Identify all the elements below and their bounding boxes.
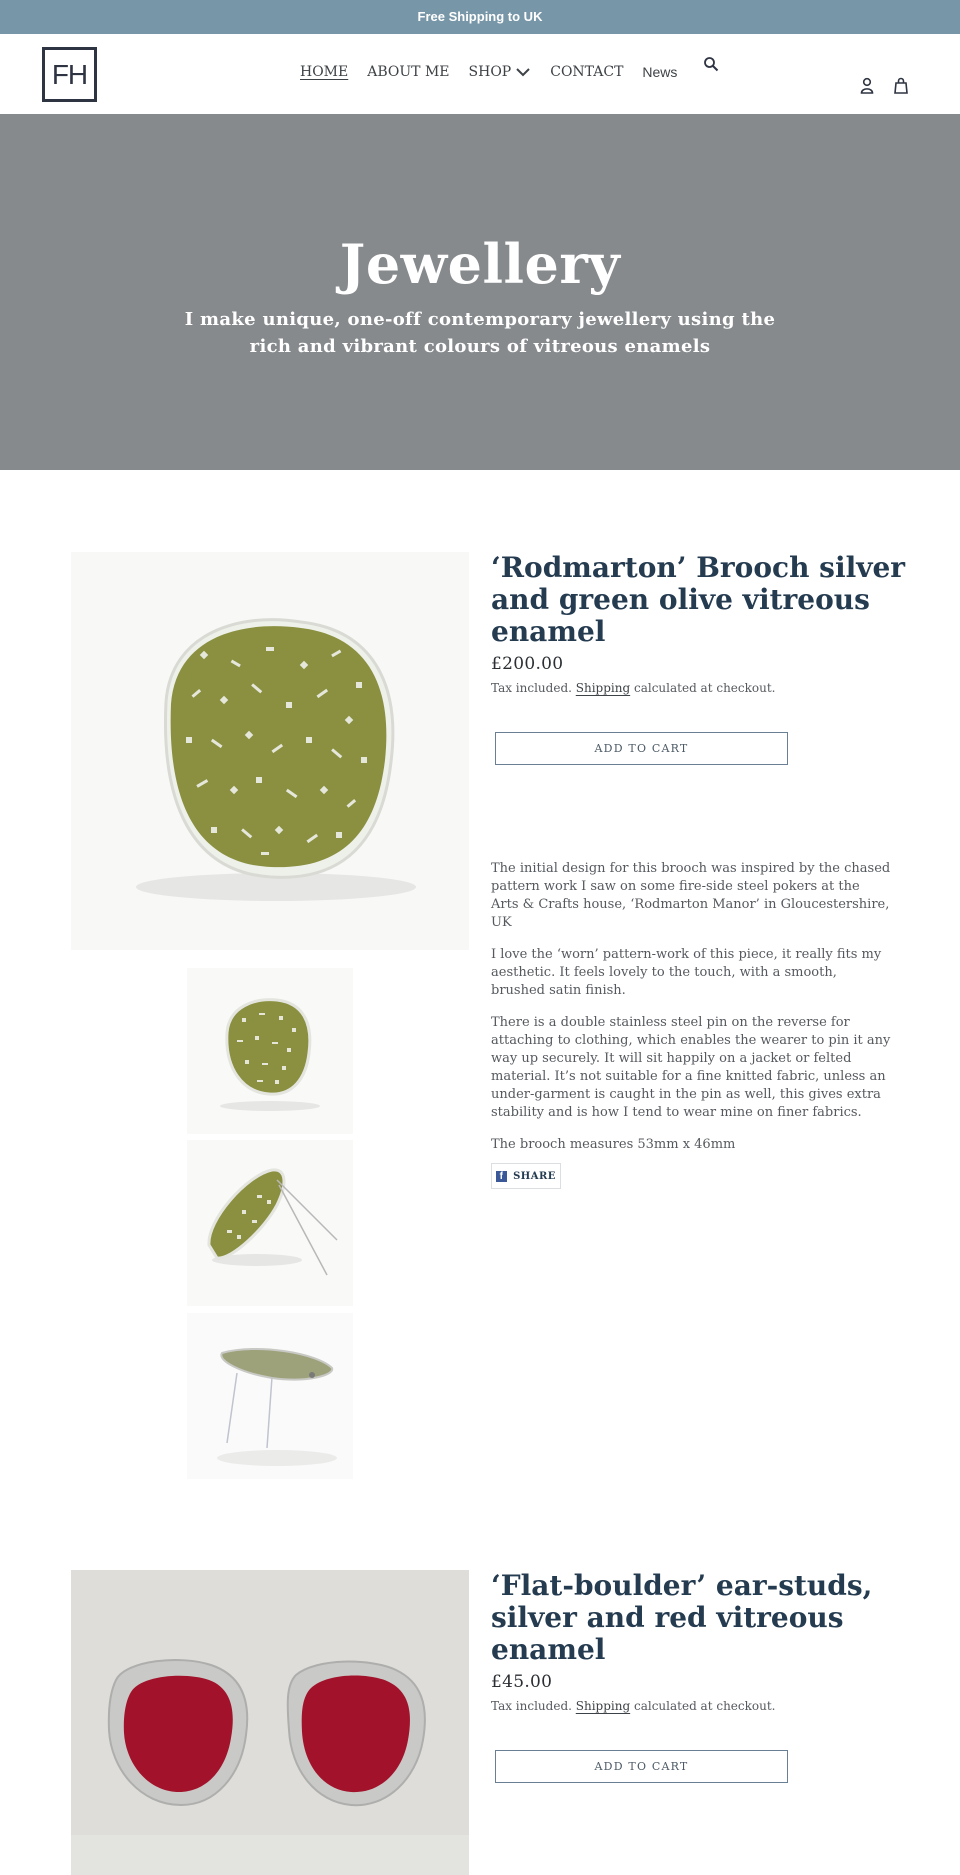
product-main-image[interactable] [71,552,469,950]
product-section-flat-boulder [0,1488,960,1875]
facebook-icon: f [496,1171,507,1182]
nav-about[interactable]: ABOUT ME [367,64,450,80]
chevron-down-icon [515,64,531,80]
collection-description: I make unique, one-off contemporary jewellery using the rich and vibrant colours of vitreous enamels [184,309,776,357]
product-thumbnail-3[interactable] [187,1313,353,1479]
add-to-cart-button[interactable]: ADD TO CART [495,1750,788,1783]
tax-note [491,1699,775,1713]
product-price: £45.00 [491,1672,553,1692]
nav-shop-label: SHOP [468,64,512,80]
collection-title: Jewellery [339,232,621,296]
add-to-cart-button[interactable]: ADD TO CART [495,732,788,765]
nav-contact[interactable]: CONTACT [550,64,624,80]
tax-note-prefix: Tax included. [491,681,576,695]
product-thumbnail-2[interactable] [187,1140,353,1306]
logo-text: FH [51,58,88,90]
shipping-link[interactable]: Shipping [575,1699,631,1713]
site-logo[interactable] [42,47,97,102]
tax-note-prefix: Tax included. [491,1699,576,1713]
cart-icon[interactable] [893,77,909,95]
product-title: ‘Rodmarton’ Brooch silver and green olive vitreous enamel [491,551,906,648]
product-title: ‘Flat-boulder’ ear-studs, silver and red vitreous enamel [491,1569,873,1666]
search-icon[interactable] [703,56,719,72]
account-icon[interactable] [859,77,875,95]
shipping-link[interactable]: Shipping [575,681,631,695]
site-header [0,34,960,114]
tax-note-suffix: calculated at checkout. [630,681,776,695]
product-price: £200.00 [491,654,564,674]
product-main-image[interactable] [71,1570,469,1875]
description-paragraph: There is a double stainless steel pin on the reverse for attaching to clothing, which enables the wearer to pin it any way up securely. It will sit happily on a jacket or felted material. It’s not suitable for a fine knitted fabric, unless an under-garment is caught in the pin as well, this gives extra stability and is how I tend to wear mine on finer fabrics. [491,1015,891,1120]
description-paragraph: The brooch measures 53mm x 46mm [491,1137,736,1152]
announcement-text: Free Shipping to UK [417,9,543,24]
description-paragraph: The initial design for this brooch was inspired by the chased pattern work I saw on some fire-side steel pokers at the Arts & Crafts house, ‘Rodmarton Manor’ in Gloucestershire, UK [491,861,891,930]
description-paragraph: I love the ‘worn’ pattern-work of this piece, it really fits my aesthetic. It feels lovely to the touch, with a smooth, brushed satin finish. [491,947,882,998]
product-thumbnail-1[interactable] [187,968,353,1134]
announcement-bar [0,0,960,34]
product-section-rodmarton [0,470,960,1470]
product-description [491,860,891,1168]
tax-note [491,681,775,695]
main-nav [300,64,696,80]
share-label: SHARE [513,1170,556,1182]
nav-home[interactable]: HOME [300,64,349,80]
share-facebook-button[interactable] [491,1163,561,1189]
nav-news[interactable]: News [642,64,678,80]
tax-note-suffix: calculated at checkout. [630,1699,776,1713]
collection-hero [0,114,960,470]
nav-shop[interactable] [469,64,532,80]
